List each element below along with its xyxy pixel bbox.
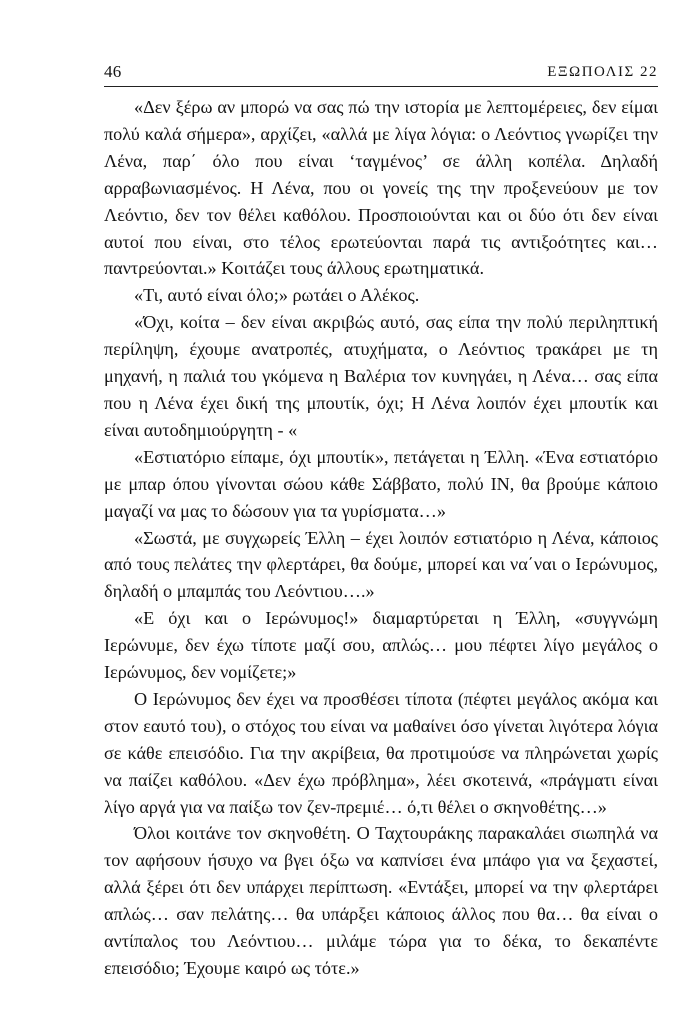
paragraph-2: «Τι, αυτό είναι όλο;» ρωτάει ο Αλέκος. <box>134 285 420 306</box>
page-header <box>104 60 658 87</box>
paragraph-5: «Σωστά, με συγχωρείς Έλλη – έχει λοιπόν εστιατόριο η Λένα, κάποιος από τους πελάτες την φλερτάρει, θα δούμε, μπορεί και να΄ναι ο Ιερώνυμος, δηλαδή ο μπαμπάς του Λεόντιου….» <box>104 527 658 602</box>
paragraph-1: «Δεν ξέρω αν μπορώ να σας πώ την ιστορία με λεπτομέρειες, δεν είμαι πολύ καλά σήμερα», αρχίζει, «αλλά με λίγα λόγια: ο Λεόντιος γνωρίζει την Λένα, παρ΄ όλο που είναι ‘ταγμένος’ σε άλλη κοπέλα. Δηλαδή αρραβωνιασμένος. Η Λένα, που οι γονείς της την προξενεύουν με τον Λεόντιο, δεν τον θέλει καθόλου. Προσποιούνται και οι δύο ότι δεν είναι αυτοί που είναι, στο τέλος ερωτεύονται παρά τις αντιξοότητες και… παντρεύονται.» Κοιτάζει τους άλλους ερωτηματικά. <box>104 97 658 279</box>
paragraph-3: «Όχι, κοίτα – δεν είναι ακριβώς αυτό, σας είπα την πολύ περιληπτική περίληψη, έχουμε ανατροπές, ατυχήματα, ο Λεόντιος τρακάρει με τη μηχανή, η παλιά του γκόμενα η Βαλέρια τον κυνηγάει, η Λένα… σας είπα που η Λένα έχει δική της μπουτίκ, όχι; Η Λένα λοιπόν έχει μπουτίκ και είναι αυτοδημιούργητη - « <box>104 312 658 440</box>
paragraph-7: Ο Ιερώνυμος δεν έχει να προσθέσει τίποτα (πέφτει μεγάλος ακόμα και στον εαυτό του), ο στόχος του είναι να μαθαίνει όσο γίνεται λιγότερα λόγια σε κάθε επεισόδιο. Για την ακρίβεια, θα προτιμούσε να πληρώνεται χωρίς να παίζει καθόλου. «Δεν έχω πρόβλημα», λέει σκοτεινά, «πράγματι είναι λίγο αργά για να παίξω τον ζεν-πρεμιέ… ό,τι θέλει ο σκηνοθέτης…» <box>104 688 658 817</box>
body-text <box>104 94 658 982</box>
paragraph-6: «Ε όχι και ο Ιερώνυμος!» διαμαρτύρεται η Έλλη, «συγγνώμη Ιερώνυμε, δεν έχω τίποτε μαζί σου, απλώς… μου πέφτει λίγο μεγάλος ο Ιερώνυμος, δεν νομίζετε;» <box>104 608 658 683</box>
running-title: ΕΞΩΠΟΛΙΣ 22 <box>547 64 658 80</box>
page-number: 46 <box>104 62 122 81</box>
paragraph-8: Όλοι κοιτάνε τον σκηνοθέτη. Ο Ταχτουράκης παρακαλάει σιωπηλά να τον αφήσουν ήσυχο να βγει όξω να καπνίσει ένα μπάφο για να ξεχαστεί, αλλά ξέρει ότι δεν υπάρχει περίπτωση. «Εντάξει, μπορεί να την φλερτάρει απλώς… σαν πελάτης… θα υπάρξει κάποιος άλλος που θα… θα είναι ο αντίπαλος του Λεόντιου… μιλάμε τώρα για το δέκα, το δεκαπέντε επεισόδιο; Έχουμε καιρό ως τότε.» <box>104 823 658 978</box>
paragraph-4: «Εστιατόριο είπαμε, όχι μπουτίκ», πετάγεται η Έλλη. «Ένα εστιατόριο με μπαρ όπου γίνονται σώου κάθε Σάββατο, πολύ ΙΝ, θα βρούμε κάποιο μαγαζί να μας το δώσουν για τα γυρίσματα…» <box>104 446 658 521</box>
